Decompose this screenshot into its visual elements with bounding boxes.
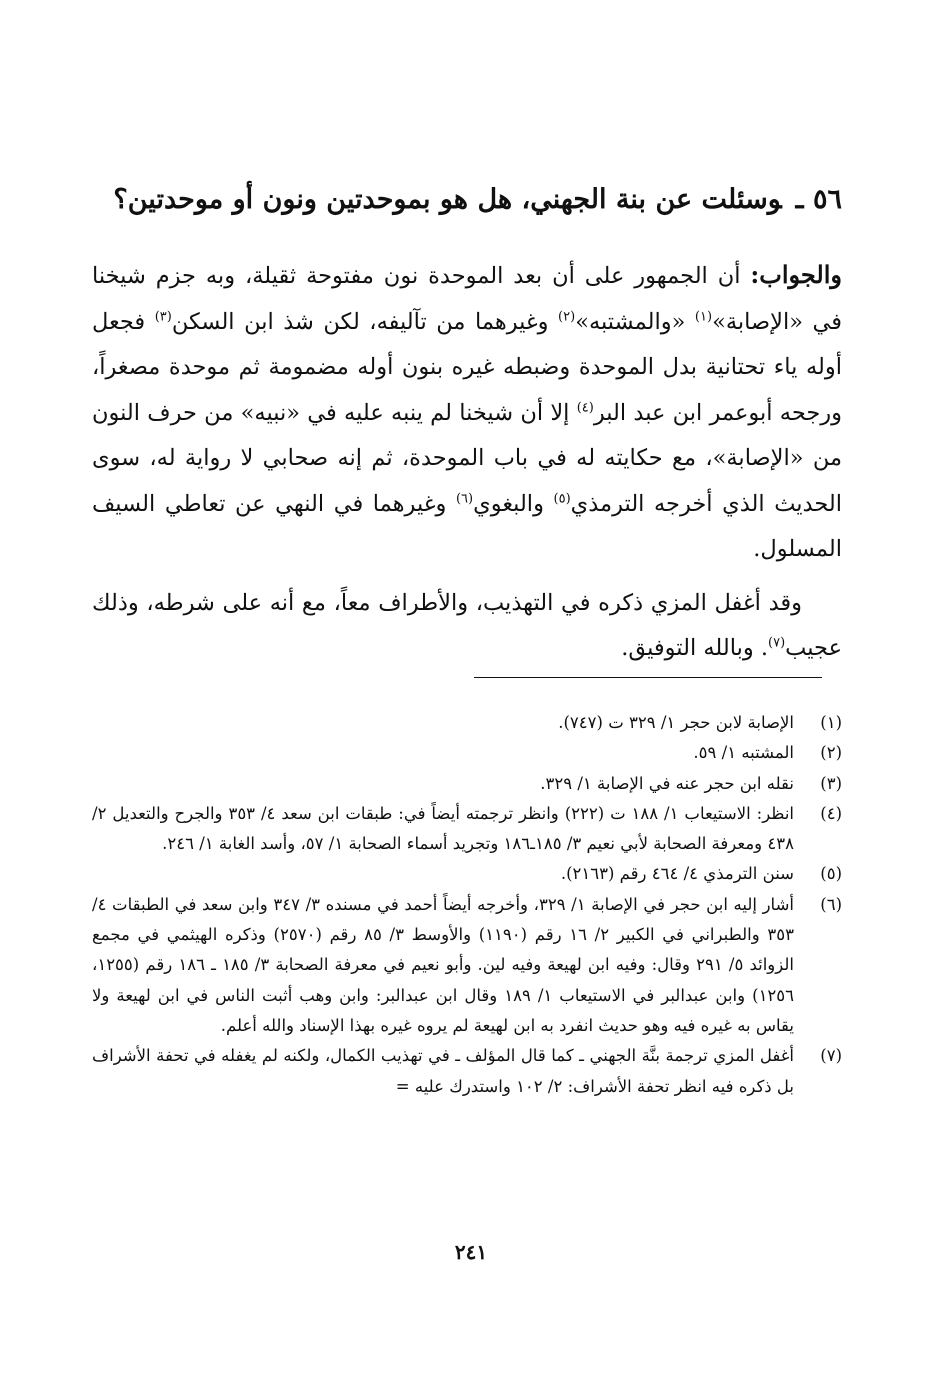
- footnote-marker[interactable]: (٧): [768, 635, 786, 651]
- footnote-number: (٧): [820, 1046, 842, 1066]
- footnote-text: المشتبه ١/ ٥٩.: [693, 743, 794, 763]
- footnote-separator: [474, 677, 822, 678]
- footnote-text: سنن الترمذي ٤/ ٤٦٤ رقم (٢١٦٣).: [560, 864, 794, 884]
- footnote: [92, 1041, 842, 1102]
- answer-text: . وبالله التوفيق.: [621, 635, 769, 661]
- footnote-text: نقله ابن حجر عنه في الإصابة ١/ ٣٢٩.: [540, 773, 794, 793]
- footnote-marker[interactable]: (٢): [558, 309, 576, 324]
- answer-paragraph-2: [92, 581, 842, 672]
- footnote-marker[interactable]: (٥): [553, 491, 571, 506]
- footnote-marker[interactable]: (٤): [576, 400, 594, 415]
- footnote: [92, 738, 842, 768]
- footnote-marker[interactable]: (٦): [455, 491, 474, 506]
- question-heading: [90, 178, 842, 222]
- answer-body: [92, 252, 842, 672]
- footnote-number: (٢): [820, 743, 842, 763]
- footnote-number: (٤): [820, 803, 842, 823]
- footnote: [92, 769, 842, 799]
- answer-text: إلا أن شيخنا لم ينبه عليه في «نبيه» من حرف النون من «الإصابة»، مع حكايته له في باب الموحدة، ثم إنه صحابي لا رواية له، سوى الحديث الذي أخرجه الترمذي: [92, 399, 842, 517]
- answer-text: فجعل أوله ياء تحتانية بدل الموحدة وضبطه غيره بنون أوله مضمومة ثم موحدة مصغراً، ورجحه أبوعمر ابن عبد البر: [92, 308, 843, 426]
- footnote-number: (٣): [820, 773, 842, 793]
- footnotes: [92, 708, 842, 1102]
- footnote-text: انظر: الاستيعاب ١/ ١٨٨ ت (٢٢٢) وانظر ترجمته أيضاً في: طبقات ابن سعد ٤/ ٣٥٣ والجرح والتعديل ٢/ ٤٣٨ ومعرفة الصحابة لأبي نعيم ٣/ ١٨٥ـ١٨٦ وتجريد أسماء الصحابة ١/ ٥٧، وأسد الغابة ١/ ٢٤٦.: [92, 803, 795, 854]
- answer-text: وقد أغفل المزي ذكره في التهذيب، والأطراف معاً، مع أنه على شرطه، وذلك عجيب: [92, 589, 842, 661]
- footnote-number: (٥): [820, 864, 842, 884]
- question-number: ٥٦ ـ: [795, 184, 842, 215]
- footnote-number: (٦): [820, 894, 842, 914]
- answer-text: والبغوي: [473, 490, 554, 517]
- answer-text: وغيرهما في النهي عن تعاطي السيف المسلول.: [92, 490, 842, 562]
- footnote: [92, 799, 842, 860]
- question-title: وسئلت عن بنة الجهني، هل هو بموحدتين ونون أو موحدتين؟: [113, 184, 782, 215]
- footnote-marker[interactable]: (٣): [154, 309, 172, 324]
- footnote: [92, 890, 842, 1041]
- answer-text: وغيرهما من تآليفه، لكن شذ ابن السكن: [171, 308, 559, 335]
- answer-text: «والمشتبه»: [575, 308, 695, 335]
- footnote: [92, 708, 842, 738]
- answer-paragraph-1: [92, 252, 842, 573]
- page-number: ٢٤١: [454, 1240, 488, 1264]
- footnote-text: أغفل المزي ترجمة بنَّة الجهني ـ كما قال المؤلف ـ في تهذيب الكمال، ولكنه لم يغفله في تحفة الأشراف بل ذكره فيه انظر تحفة الأشراف: ٢/ ١٠٢ واستدرك عليه =: [92, 1046, 794, 1096]
- footnote-marker[interactable]: (١): [694, 309, 713, 324]
- footnote-text: الإصابة لابن حجر ١/ ٣٢٩ ت (٧٤٧).: [558, 713, 794, 732]
- footnote: [92, 859, 842, 889]
- answer-text: أن الجمهور على أن بعد الموحدة نون مفتوحة ثقيلة، وبه جزم شيخنا في «الإصابة»: [92, 263, 842, 335]
- footnote-number: (١): [820, 713, 842, 732]
- answer-lead: والجواب:: [750, 260, 842, 289]
- footnote-text: أشار إليه ابن حجر في الإصابة ١/ ٣٢٩، وأخرجه أيضاً أحمد في مسنده ٣/ ٣٤٧ وابن سعد في الطبقات ٤/ ٣٥٣ والطبراني في الكبير ٢/ ١٦ رقم (١١٩٠) والأوسط ٣/ ٨٥ رقم (٢٥٧٠) وذكره الهيثمي في مجمع الزوائد ٥/ ٢٩١ وقال: وفيه ابن لهيعة وفيه لين. وأبو نعيم في معرفة الصحابة ٣/ ١٨٥ ـ ١٨٦ رقم (١٢٥٥، ١٢٥٦) وابن عبدالبر في الاستيعاب ١/ ١٨٩ وقال ابن عبدالبر: وابن وهب أثبت الناس في ابن لهيعة ولا يقاس به غيره فيه وهو حديث انفرد به ابن لهيعة لم يروه غيره بهذا الإسناد والله أعلم.: [92, 894, 795, 1035]
